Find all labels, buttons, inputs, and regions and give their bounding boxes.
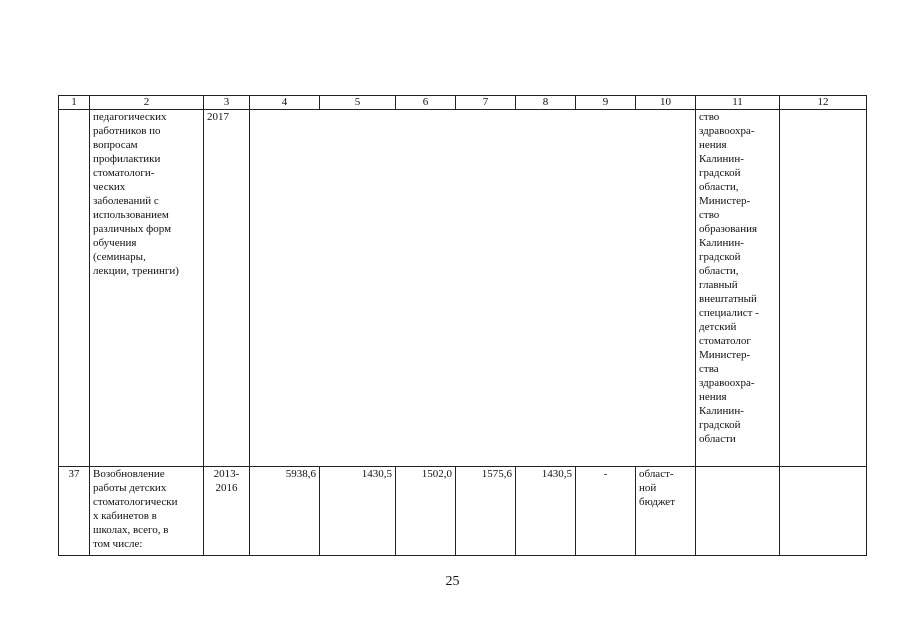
header-cell-5: 5 [320, 96, 396, 110]
period-cell: 2017 [204, 110, 250, 467]
amount-2013-cell: 1430,5 [320, 467, 396, 556]
amount-2017-cell: - [576, 467, 636, 556]
header-cell-10: 10 [636, 96, 696, 110]
executor-cell [696, 467, 780, 556]
header-row [59, 96, 867, 110]
amount-2014-cell: 1502,0 [396, 467, 456, 556]
amount-2015-cell: 1575,6 [456, 467, 516, 556]
period-cell: 2013- 2016 [204, 467, 250, 556]
header-cell-9: 9 [576, 96, 636, 110]
header-cell-7: 7 [456, 96, 516, 110]
header-cell-1: 1 [59, 96, 90, 110]
activity-name-cell: педагогических работников по вопросам профилактики стоматологи- ческих заболеваний с использованием различных форм обучения (семинары, лекции, тренинги) [90, 110, 204, 467]
total-amount-cell: 5938,6 [250, 467, 320, 556]
table-row-continued [59, 110, 867, 467]
header-cell-12: 12 [780, 96, 867, 110]
header-cell-11: 11 [696, 96, 780, 110]
header-cell-4: 4 [250, 96, 320, 110]
page-number: 25 [445, 574, 460, 589]
header-cell-3: 3 [204, 96, 250, 110]
note-cell [780, 467, 867, 556]
note-cell [780, 110, 867, 467]
executor-cell: ство здравоохра- нения Калинин- градской области, Министер- ство образования Калинин- градской области, главный внештатный специалист - детский стоматолог Министер- ства здравоохра- нения Калинин- градской области [696, 110, 780, 467]
program-table [58, 95, 867, 556]
header-cell-8: 8 [516, 96, 576, 110]
funding-source-cell: област- ной бюджет [636, 467, 696, 556]
header-cell-2: 2 [90, 96, 204, 110]
merged-empty-cell [250, 110, 696, 467]
row-number-cell: 37 [59, 467, 90, 556]
table-row-37 [59, 467, 867, 556]
header-cell-6: 6 [396, 96, 456, 110]
amount-2016-cell: 1430,5 [516, 467, 576, 556]
row-number-cell [59, 110, 90, 467]
activity-name-cell: Возобновление работы детских стоматологически х кабинетов в школах, всего, в том числе: [90, 467, 204, 556]
